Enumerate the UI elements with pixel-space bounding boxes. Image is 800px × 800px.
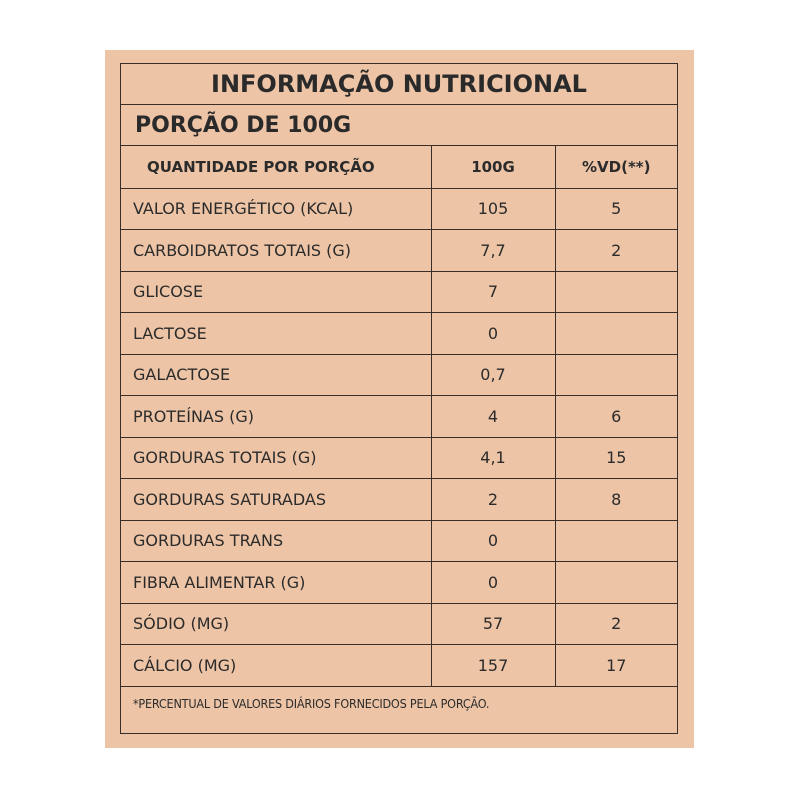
nutrient-amount: 7 — [431, 271, 555, 313]
portion-size: PORÇÃO DE 100G — [121, 105, 677, 146]
nutrient-name: LACTOSE — [121, 313, 431, 355]
nutrient-vd — [555, 562, 677, 604]
nutrition-label-panel — [105, 50, 694, 748]
nutrient-vd — [555, 520, 677, 562]
header-daily-value: %VD(**) — [555, 146, 677, 188]
nutrient-vd: 6 — [555, 396, 677, 438]
table-row — [121, 645, 677, 687]
table-row — [121, 520, 677, 562]
nutrient-amount: 4 — [431, 396, 555, 438]
nutrient-name: SÓDIO (MG) — [121, 603, 431, 645]
nutrient-name: PROTEÍNAS (G) — [121, 396, 431, 438]
nutrient-vd: 5 — [555, 188, 677, 230]
nutrient-amount: 0 — [431, 313, 555, 355]
table-row — [121, 230, 677, 272]
nutrient-vd — [555, 271, 677, 313]
table-row — [121, 313, 677, 355]
label-title: INFORMAÇÃO NUTRICIONAL — [121, 64, 677, 105]
nutrient-name: GORDURAS TOTAIS (G) — [121, 437, 431, 479]
nutrient-vd — [555, 313, 677, 355]
nutrient-name: GLICOSE — [121, 271, 431, 313]
nutrient-name: VALOR ENERGÉTICO (KCAL) — [121, 188, 431, 230]
table-row — [121, 354, 677, 396]
nutrient-table — [121, 146, 677, 687]
table-row — [121, 479, 677, 521]
nutrient-amount: 4,1 — [431, 437, 555, 479]
table-row — [121, 396, 677, 438]
nutrient-vd — [555, 354, 677, 396]
nutrient-name: GALACTOSE — [121, 354, 431, 396]
nutrient-name: CARBOIDRATOS TOTAIS (G) — [121, 230, 431, 272]
header-quantity-per-portion: QUANTIDADE POR PORÇÃO — [121, 146, 431, 188]
nutrient-vd: 15 — [555, 437, 677, 479]
nutrient-vd: 2 — [555, 603, 677, 645]
nutrition-facts-table — [120, 63, 678, 734]
table-header-row — [121, 146, 677, 188]
table-row — [121, 437, 677, 479]
nutrient-amount: 0 — [431, 562, 555, 604]
nutrient-vd: 8 — [555, 479, 677, 521]
nutrient-name: FIBRA ALIMENTAR (G) — [121, 562, 431, 604]
nutrient-amount: 7,7 — [431, 230, 555, 272]
table-row — [121, 188, 677, 230]
nutrient-name: GORDURAS TRANS — [121, 520, 431, 562]
table-row — [121, 603, 677, 645]
nutrient-amount: 105 — [431, 188, 555, 230]
nutrient-vd: 2 — [555, 230, 677, 272]
nutrient-name: GORDURAS SATURADAS — [121, 479, 431, 521]
nutrient-amount: 0,7 — [431, 354, 555, 396]
nutrient-amount: 57 — [431, 603, 555, 645]
nutrient-vd: 17 — [555, 645, 677, 687]
nutrient-amount: 0 — [431, 520, 555, 562]
nutrient-name: CÁLCIO (MG) — [121, 645, 431, 687]
table-row — [121, 562, 677, 604]
header-100g: 100G — [431, 146, 555, 188]
nutrient-amount: 157 — [431, 645, 555, 687]
nutrient-amount: 2 — [431, 479, 555, 521]
footnote: *PERCENTUAL DE VALORES DIÁRIOS FORNECIDOS PELA PORÇÃO. — [133, 695, 490, 711]
table-row — [121, 271, 677, 313]
